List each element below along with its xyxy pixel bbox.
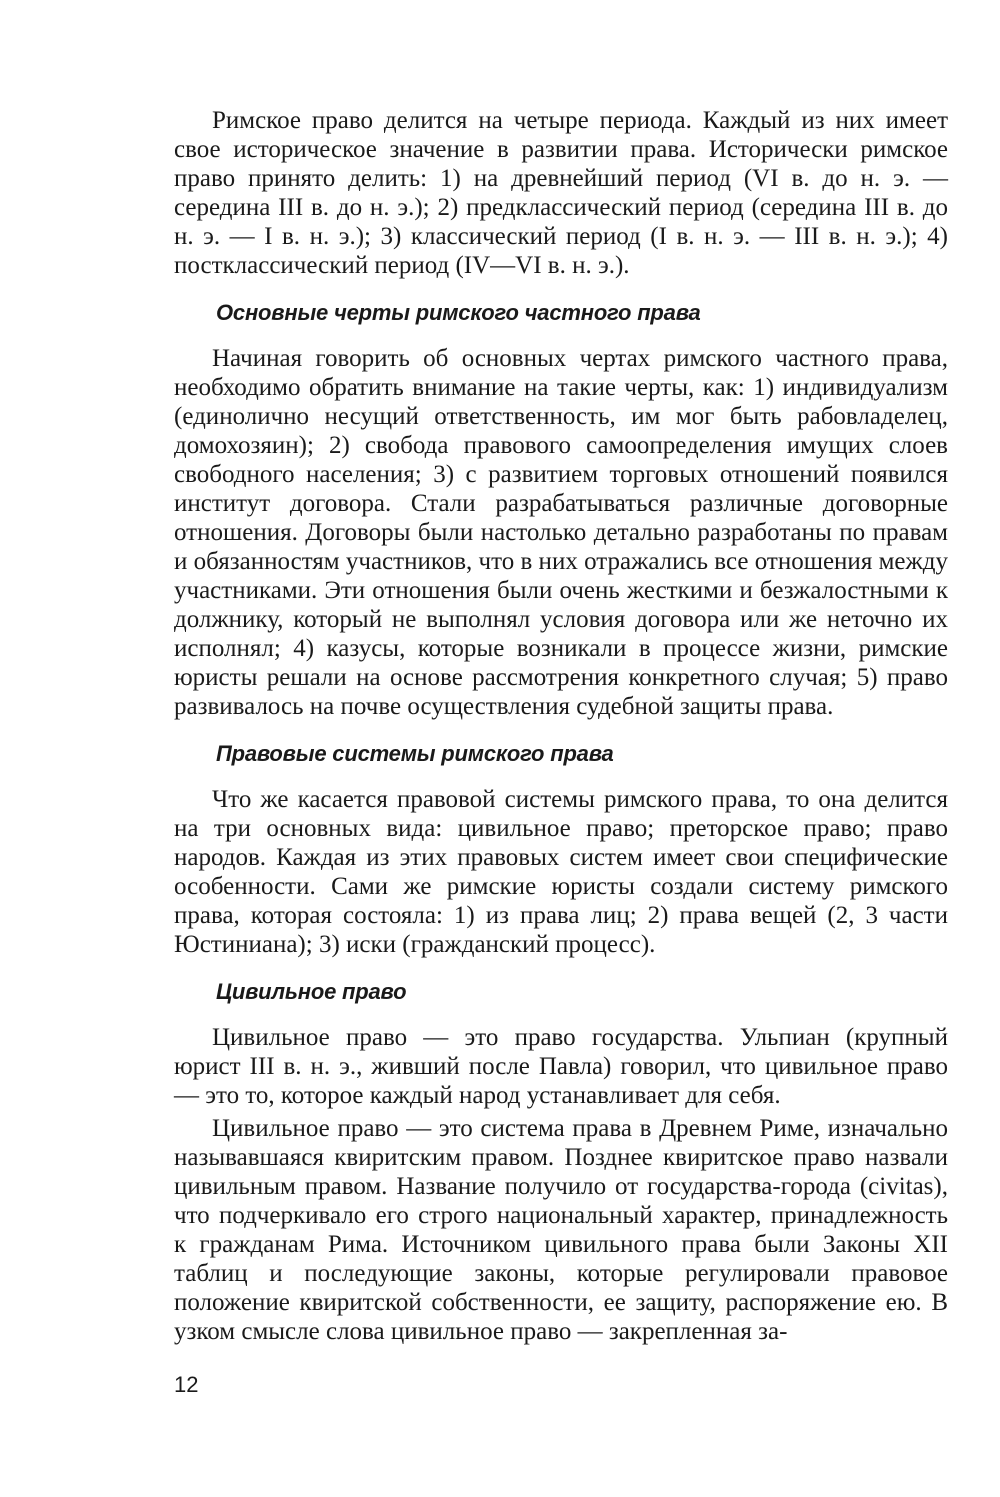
heading-legal-systems: Правовые системы римского права <box>216 741 614 766</box>
heading-main-features: Основные черты римского частного права <box>216 300 701 325</box>
legal-systems-paragraph: Что же касается правовой системы римского права, то она делится на три основных вида: цивильное право; преторское право; право народов. Каждая из этих правовых систем имеет свои специфические особенности. Сами же римские юристы создали систему римского права, которая состояла: 1) из права лиц; 2) права вещей (2, 3 части Юстиниана); 3) иски (гражданский процесс). <box>174 786 948 958</box>
page-number: 12 <box>174 1372 199 1397</box>
main-features-paragraph: Начиная говорить об основных чертах римского частного права, необходимо обратить внимание на такие черты, как: 1) индивидуализм (единолично несущий ответственность, им мог быть рабовладелец, домохозяин); 2) свобода правового самоопределения имущих слоев свободного населения; 3) с развитием торговых отношений появился институт договора. Стали разрабатываться различные договорные отношения. Договоры были настолько детально разработаны по правам и обязанностям участников, что в них отражались все отношения между участниками. Эти отношения были очень жесткими и безжалостными к должнику, который не выполнял условия договора или же неточно их исполнял; 4) казусы, которые возникали в процессе жизни, римские юристы решали на основе рассмотрения конкретного случая; 5) право развивалось на почве осуществления судебной защиты права. <box>174 345 948 720</box>
civil-law-paragraph-2: Цивильное право — это система права в Древнем Риме, изначально называвшаяся квиритским правом. Позднее квиритское право назвали цивильным правом. Название получило от государства-города (civitas), что подчеркивало его строго национальный характер, принадлежность к гражданам Рима. Источником цивильного права были Законы XII таблиц и последующие законы, которые регулировали правовое положение квиритской собственности, ее защиту, распоряжение ею. В узком смысле слова цивильное право — закрепленная за- <box>174 1115 948 1345</box>
civil-law-paragraph-1: Цивильное право — это право государства. Ульпиан (крупный юрист III в. н. э., живший после Павла) говорил, что цивильное право — это то, которое каждый народ устанавливает для себя. <box>174 1024 948 1109</box>
page-body <box>174 106 948 1346</box>
intro-paragraph: Римское право делится на четыре периода. Каждый из них имеет свое историческое значение в развитии права. Исторически римское право принято делить: 1) на древнейший период (VI в. до н. э. — середина III в. до н. э.); 2) предклассический период (середина III в. до н. э. — I в. н. э.); 3) классический период (I в. н. э. — III в. н. э.); 4) постклассический период (IV—VI в. н. э.). <box>174 107 948 279</box>
heading-civil-law: Цивильное право <box>216 979 407 1004</box>
